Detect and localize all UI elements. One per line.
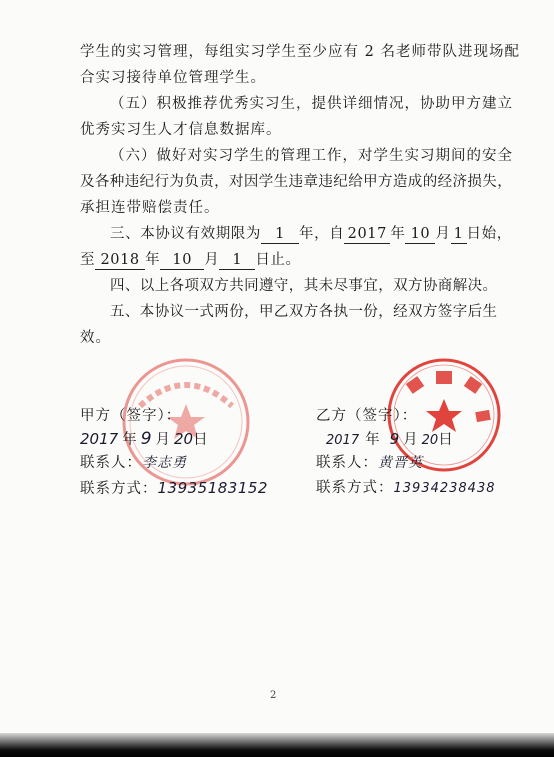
scan-edge [0,733,554,757]
paragraph-line: 学生的实习管理，每组实习学生至少应有 2 名老师带队进现场配 [80,44,520,60]
party-a-phone: 13935183152 [157,479,268,497]
phone-label: 联系方式： [316,480,394,496]
clause-text: 至 [80,252,96,268]
party-a-contact-signature: 李志勇 [142,455,187,471]
start-day: 1 [451,225,467,244]
page-number: 2 [270,690,277,701]
paragraph-line: 及各种违纪行为负责，对因学生违章违纪给甲方造成的经济损失， [80,174,513,190]
validity-clause [110,225,512,244]
paragraph-line: （六）做好对实习学生的管理工作，对学生实习期间的安全 [110,148,513,164]
party-a-phone-row [80,479,268,498]
party-b-phone-row [316,479,495,498]
day-char: 日 [193,432,208,448]
party-a-month: 9 [140,429,152,449]
party-b-label: 乙方（签字）： [316,408,418,424]
clause-text: 月 [204,252,220,268]
year-char: 年 [365,432,380,448]
end-month: 10 [160,251,204,270]
party-b-month: 9 [389,430,400,448]
paragraph-line: 四、以上各项双方共同遵守，其未尽事宜，双方协商解决。 [110,278,498,294]
party-b-contact-signature: 黄晋英 [378,455,423,471]
start-month: 10 [405,225,435,244]
paragraph-line: （五）积极推荐优秀实习生，提供详细情况，协助甲方建立 [110,96,513,112]
party-a-date [80,430,208,449]
party-b-date [326,430,453,450]
clause-text: 日始， [466,226,512,242]
paragraph-line: 效。 [80,330,111,346]
clause-text: 年，自 [299,226,345,242]
party-b-day: 20 [421,433,439,448]
clause-text: 年 [145,252,161,268]
validity-clause-end [80,251,301,270]
phone-label: 联系方式： [80,481,158,497]
party-a-year: 2017 [80,430,119,448]
contact-label: 联系人： [316,455,378,471]
paragraph-line: 优秀实习生人才信息数据库。 [80,122,282,138]
party-a-label: 甲方（签字）： [80,408,182,424]
start-year: 2017 [344,225,390,244]
party-a-day: 20 [174,430,194,448]
month-char: 月 [155,432,171,448]
clause-text: 月 [435,226,451,242]
paragraph-line: 合实习接待单位管理学生。 [80,70,266,86]
duration-value: 1 [261,225,299,244]
party-a-contact [80,454,187,472]
clause-text: 年 [390,226,406,242]
contact-label: 联系人： [80,455,142,471]
paragraph-line: 五、本协议一式两份，甲乙双方各执一份，经双方签字后生 [110,304,498,320]
party-b-contact [316,454,423,472]
year-char: 年 [122,432,137,448]
day-char: 日 [438,432,453,448]
paragraph-line: 承担连带赔偿责任。 [80,200,220,216]
end-year: 2018 [95,251,145,270]
clause-text: 日止。 [255,252,301,268]
party-b-year: 2017 [326,433,360,448]
month-char: 月 [403,432,418,448]
party-b-phone: 13934238438 [393,481,496,496]
clause-text: 三、本协议有效期限为 [110,226,261,242]
end-day: 1 [219,251,255,270]
